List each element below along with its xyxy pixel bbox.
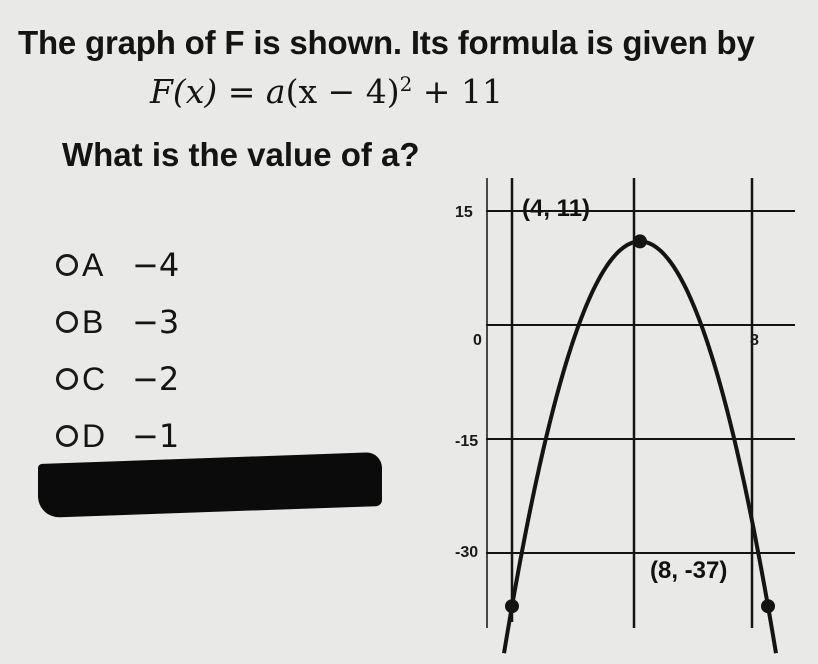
problem-intro: The graph of F is shown. Its formula is given by — [18, 24, 755, 61]
question-text: What is the value of a? — [62, 136, 420, 173]
y-tick-label: 15 — [455, 204, 473, 221]
y-tick-label: 0 — [473, 332, 482, 349]
graph-point — [761, 599, 775, 613]
choice-value: −1 — [132, 417, 180, 455]
formula-lhs: F(x) = — [150, 72, 266, 111]
graph-labels — [455, 195, 759, 584]
choice-value: −3 — [132, 303, 180, 341]
choice-letter: A — [82, 246, 104, 283]
point-label: (8, -37) — [650, 557, 728, 584]
formula-tail: + 11 — [412, 72, 503, 111]
x-tick-label: 8 — [750, 332, 759, 349]
y-tick-label: -15 — [455, 433, 479, 450]
parabola-curve — [504, 241, 776, 653]
choice-letter: B — [82, 303, 104, 340]
choice-value: −2 — [132, 360, 180, 398]
graph-marks — [505, 234, 775, 613]
choice-value: −4 — [132, 246, 180, 284]
choice-letter: D — [82, 417, 106, 454]
choice-letter: C — [82, 360, 106, 397]
graph-point — [505, 599, 519, 613]
formula-a: a — [265, 72, 286, 111]
formula-exponent: 2 — [399, 72, 413, 96]
vertex-label: (4, 11) — [522, 195, 591, 222]
y-tick-label: -30 — [455, 544, 479, 561]
graph-point — [633, 234, 647, 248]
formula-paren: (x − 4) — [285, 72, 400, 111]
